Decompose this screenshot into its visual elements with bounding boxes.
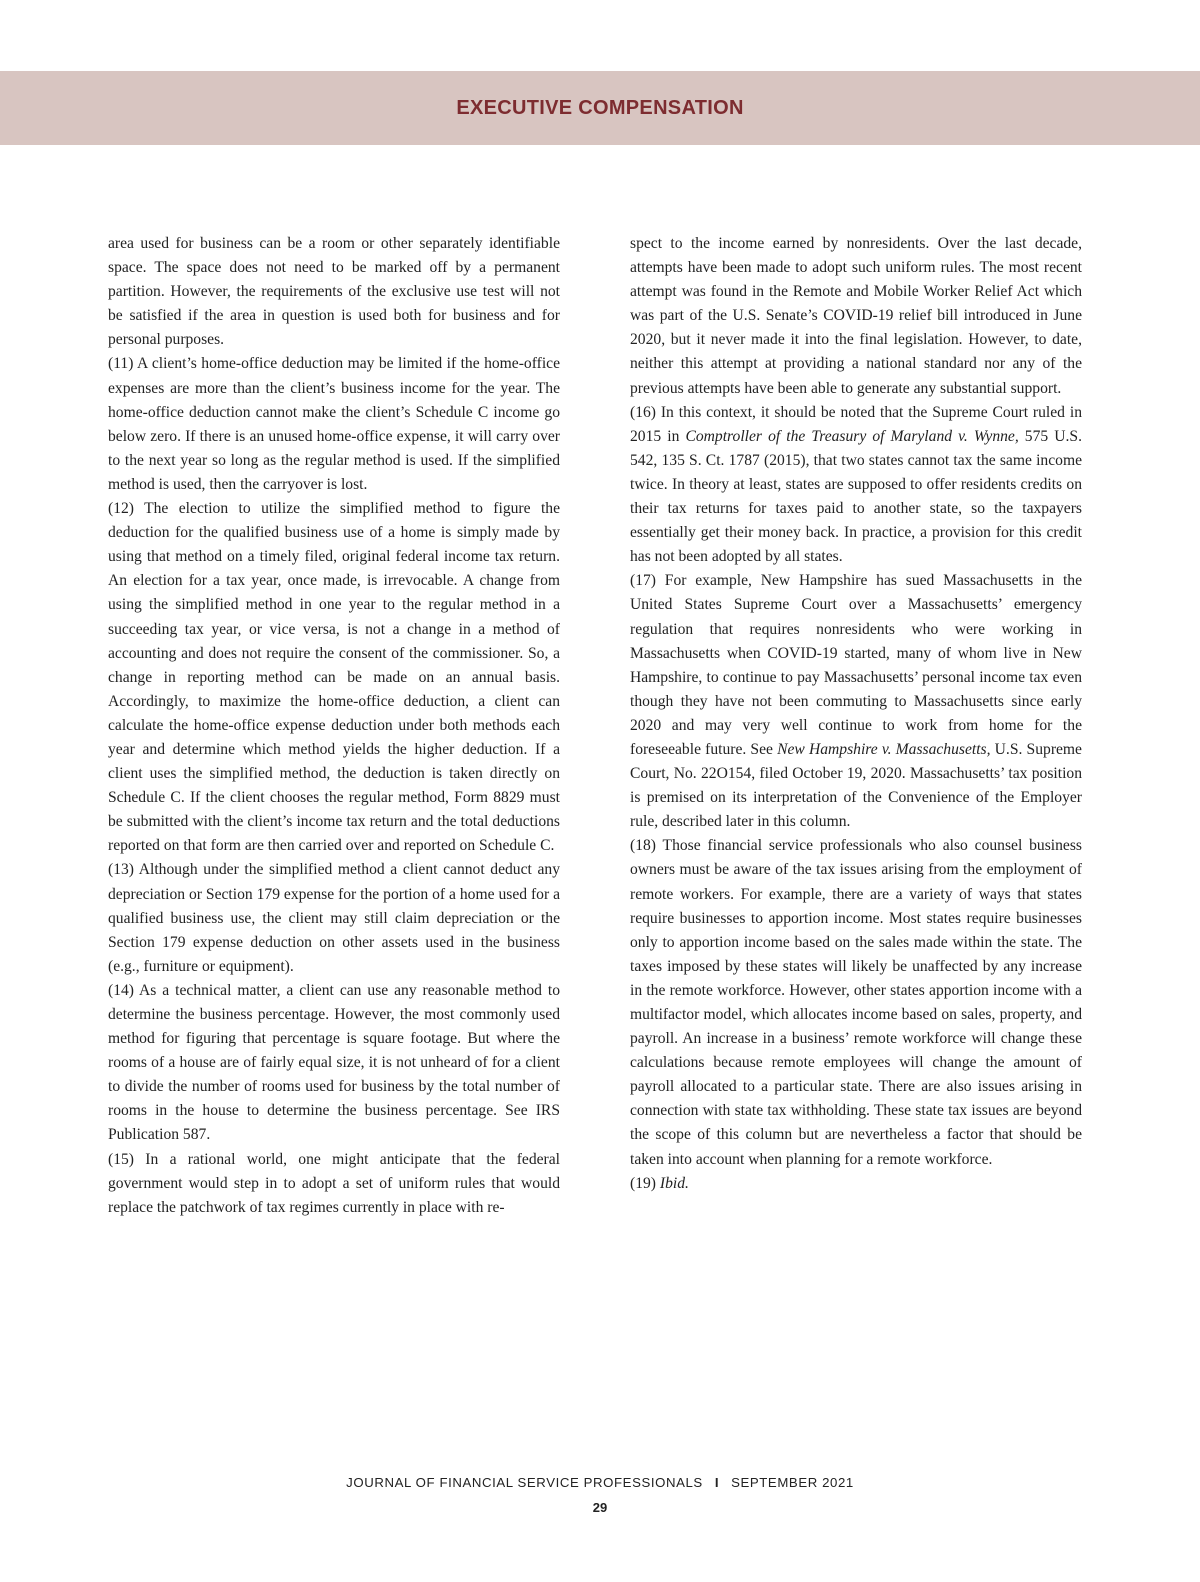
footnote-12: (12) The election to utilize the simplified method to figure the deduction for the qualified business use of a home is simply made by using that method on a timely filed, original federal income tax return. An election for a tax year, once made, is irrevocable. A change from using the simplified method in one year to the regular method in a succeeding tax year, or vice versa, is not a change in a method of accounting and does not require the consent of the commissioner. So, a change in reporting method can be made on an annual basis. Accordingly, to maximize the home-office deduction, a client can calculate the home-office expense deduction under both methods each year and determine which method yields the higher deduction. If a client uses the simplified method, the deduction is taken directly on Schedule C. If the client chooses the regular method, Form 8829 must be submitted with the client’s income tax return and the total deductions reported on that form are then carried over and reported on Schedule C. (108, 500, 560, 855)
footer-separator: I (714, 1475, 720, 1490)
journal-name: JOURNAL OF FINANCIAL SERVICE PROFESSIONALS (346, 1475, 703, 1490)
case-citation-new-hampshire: New Hampshire v. Massachusetts, (777, 740, 991, 758)
footnote-11: (11) A client’s home-office deduction may be limited if the home-office expenses are more than the client’s business income for the year. The home-office deduction cannot make the client’s Schedule C income go below zero. If there is an unused home-office expense, it will carry over to the next year so long as the regular method is used. If the simplified method is used, then the carryover is lost. (108, 355, 560, 493)
footnote-19 (630, 1172, 1082, 1196)
right-text-column (630, 232, 1082, 1196)
issue-date: SEPTEMBER 2021 (731, 1475, 854, 1490)
paragraph-10-continued: area used for business can be a room or other separately identifiable space. The space does not need to be marked off by a permanent partition. However, the requirements of the exclusive use test will not be satisfied if the area in question is used both for business and for personal purposes. (108, 235, 560, 349)
section-title: EXECUTIVE COMPENSATION (456, 96, 744, 119)
page-number: 29 (592, 1500, 608, 1515)
footnote-19-ibid: Ibid. (659, 1174, 689, 1192)
footnote-19-label: (19) (630, 1174, 660, 1192)
section-header-band (0, 71, 1200, 145)
footnote-18: (18) Those financial service professionals who also counsel business owners must be aware of the tax issues arising from the employment of remote workers. For example, there are a variety of ways that states require businesses to apportion income. Most states require businesses only to apportion income based on the sales made within the state. The taxes imposed by these states will likely be unaffected by any increase in the remote workforce. However, other states apportion income with a multifactor model, which allocates income based on sales, property, and payroll. An increase in a business’ remote workforce will change these calculations because remote employees will change the amount of payroll allocated to a particular state. There are also issues arising in connection with state tax withholding. These state tax issues are beyond the scope of this column but are nevertheless a factor that should be taken into account when planning for a remote workforce. (630, 837, 1082, 1168)
footnote-16-text-a: (16) In this context, it should be noted that the Supreme Court ruled in 2015 in (630, 403, 1082, 445)
footnote-13: (13) Although under the simplified method a client cannot deduct any depreciation or Section 179 expense for the portion of a home used for a qualified business use, the client may still claim depreciation or the Section 179 expense deduction on other assets used in the business (e.g., furniture or equipment). (108, 861, 560, 975)
footnote-16-text-b: 575 U.S. 542, 135 S. Ct. 1787 (2015), that two states cannot tax the same income twice. In theory at least, states are supposed to offer residents credits on their tax returns for taxes paid to another state, so the taxpayers essentially get their money back. In practice, a provision for this credit has not been adopted by all states. (630, 427, 1082, 566)
footnote-17-text-a: (17) For example, New Hampshire has sued Massachusetts in the United States Supreme Court over a Massachusetts’ emergency regulation that requires nonresidents who were working in Massachusetts when COVID-19 started, many of whom live in New Hampshire, to continue to pay Massachusetts’ personal income tax even though they have not been commuting to Massachusetts since early 2020 and may very well continue to work from home for the foreseeable future. See (630, 572, 1082, 758)
running-footer (0, 1475, 1200, 1490)
left-text-column (108, 232, 560, 1220)
footnote-17 (630, 569, 1082, 834)
footnote-16 (630, 401, 1082, 570)
footnote-14: (14) As a technical matter, a client can use any reasonable method to determine the business percentage. However, the most commonly used method for figuring that percentage is square footage. But where the rooms of a house are of fairly equal size, it is not unheard of for a client to divide the number of rooms used for business by the total number of rooms in the house to determine the business percentage. See IRS Publication 587. (108, 981, 560, 1144)
footnote-15: (15) In a rational world, one might anticipate that the federal government would step in to adopt a set of uniform rules that would replace the patchwork of tax regimes currently in place with re- (108, 1150, 560, 1216)
case-citation-wynne: Comptroller of the Treasury of Maryland v. Wynne, (685, 427, 1019, 445)
footnote-17-text-b: U.S. Supreme Court, No. 22O154, filed October 19, 2020. Massachusetts’ tax position is premised on its interpretation of the Convenience of the Employer rule, described later in this column. (630, 740, 1082, 831)
footnote-15-continued: spect to the income earned by nonresidents. Over the last decade, attempts have been made to adopt such uniform rules. The most recent attempt was found in the Remote and Mobile Worker Relief Act which was part of the U.S. Senate’s COVID-19 relief bill introduced in June 2020, but it never made it into the final legislation. However, to date, neither this attempt at providing a national standard nor any of the previous attempts have been able to generate any substantial support. (630, 235, 1082, 397)
